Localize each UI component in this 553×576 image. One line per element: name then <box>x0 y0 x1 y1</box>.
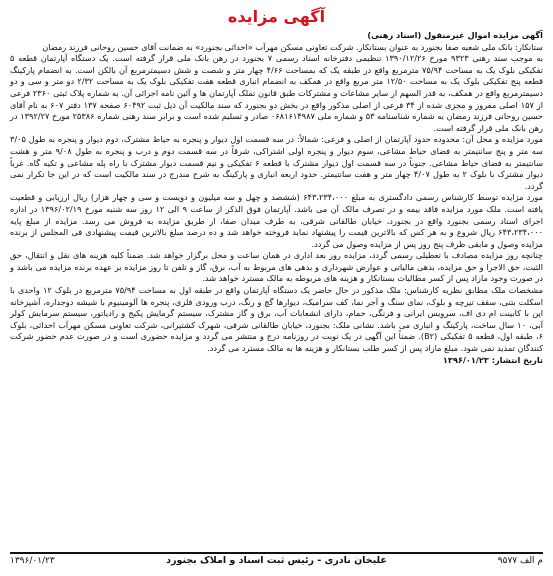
reference-number: م الف ۹۵۷۷ <box>497 556 543 566</box>
paragraph-creditor: ستانکار: بانک ملی شعبه صفا بجنورد به عنوان بستانکار. شرکت تعاونی مسکن مهرآب «احداثی بجنورد» به ضمانت آقای حسین روحانی فرزند رمضان <box>42 41 543 52</box>
paragraph-auction-terms: مورد مزایده توسط کارشناس رسمی دادگستری به مبلغ ۶۴۳،۲۳۴،۰۰۰ (ششصد و چهل و سه میلیون و دویست و سی و چهار هزار) ریال ارزیابی و قطعیت یافته است. ملک مورد مزایده فاقد بیمه و در تصرف مالک آن می باشد. آپارتمان فوق الذکر از ساعت ۹ الی ۱۲ روز سه شنبه مورخ ۱۳۹۶/۰۲/۱۹ در اداره اجرای اسناد رسمی بجنورد واقع در بجنورد، خیابان طالقانی شرقی، به طرف میدان صفا، از طریق مزایده به فروش می رسد. مزایده از مبلغ پایه ۶۴۳،۲۳۴،۰۰۰ ریال شروع و به هر کس که بالاترین قیمت را پیشنهاد نماید فروخته خواهد شد و ده درصد مبلغ بالاترین قیمت پیشنهادی فی المجلس از برنده مزایده وصول و مابقی ظرف پنج روز پس از مزایده وصول می گردد. <box>10 192 543 249</box>
notice-title: آگهی مزایده <box>227 7 326 26</box>
notice-heading: آگهی مزایده اموال غیرمنقول (اسناد رهنی) <box>367 30 543 40</box>
paragraph-conditions: چنانچه روز مزایده مصادف با تعطیلی رسمی گردد، مزایده روز بعد اداری در همان ساعت و محل برگزار خواهد شد. ضمناً کلیه هزینه های نقل و انتقال، حق الثبت، حق الاجرا و حق مزایده، بدهی مالیاتی و عوارض شهرداری و بدهی های مربوط به آب، برق، گاز و تلفن تا روز مزایده بر عهده برنده مزایده می باشد و در صورت وجود مازاد پس از کسر مطالبات بستانکار و هزینه های مربوطه به مالک مسترد خواهد شد. <box>10 250 543 284</box>
footer-date: ۱۳۹۶/۰۱/۲۳ <box>10 556 55 566</box>
paragraph-property: به موجب سند رهنی ۹۳۲۳ مورخ ۱۳۹۰/۱۲/۲۶ تنظیمی دفترخانه اسناد رسمی ۷ بجنورد در رهن بانک ملی قرار گرفته است. یک دستگاه آپارتمان قطعه ۵ تفکیکی بلوک یک به مساحت ۷۵/۹۴ مترمربع واقع در طبقه یک که بمساحت ۴/۶۶ چهار متر و شصت و شش دسیمترمربع آن بالکن است. به انضمام پارکینگ قطعه پنج تفکیکی بلوک یک به مساحت ۱۲/۵۰ متر مربع واقع در همکف به انضمام انباری قطعه هفت تفکیکی بلوک یک به مساحت ۲/۳۲ دو متر و سی و دو دسیمترمربع واقع در همکف، به قدر السهم از سایر مشاعات و مشترکات طبق قانون تملک آپارتمان ها و آئین نامه اجرائی آن. به شماره پلاک ثبتی ۲۳۶۰ فرعی از ۱۵۷ اصلی مفروز و مجزی شده از ۳۴ فرعی از اصلی مذکور واقع در بخش دو بجنورد که سند مالکیت آن ذیل ثبت ۶۰۴۹۲ صفحه ۱۳۷ دفتر ۶۰۷ به نام آقای حسین روحانی فرزند رمضان به شماره شناسنامه ۵۳ و شماره ملی ۰۶۸۱۶۱۴۹۸۷ صادر و تسلیم شده است و برابر سند رهنی شماره ۲۵۳۸۶ مورخ ۱۳۹۲/۲۷ در رهن بانک ملی قرار گرفته است. <box>10 53 544 133</box>
notice-body <box>10 30 543 366</box>
title-area <box>10 6 543 28</box>
publish-date: تاریخ انتشار: ۱۳۹۶/۰۱/۲۳ <box>442 354 543 365</box>
signer-name: علیخان نادری - رئیس ثبت اسناد و املاک بجنورد <box>166 555 387 566</box>
paragraph-specifications: مشخصات ملک مطابق نظریه کارشناس: ملک مذکور در حال حاضر یک دستگاه آپارتمان واقع در طبقه اول به مساحت ۷۵/۹۴ مترمربع در بلوک ۱۲ واحدی با اسکلت بتنی، سقف تیرچه و بلوک، نمای سنگ و آجر نما، کف سرامیک، دیوارها گچ و رنگ، درب ورودی فلزی، پنجره ها آلومینیوم با شیشه دوجداره، آشپزخانه اپن با کابینت ام دی اف، سرویس ایرانی و فرنگی، حمام، دارای انشعابات آب، برق و گاز مشترک، سیستم گرمایش پکیج و رادیاتور، سیستم سرمایش کولر آبی، ۱۰ سال ساخت، پارکینگ و انباری می باشد. نشانی ملک: بجنورد، خیابان طالقانی شرقی، شهرک کشتیرانی، شرکت تعاونی مسکن مهرآب احداثی، بلوک ۶، طبقه اول، قطعه ۵ تفکیکی (B۲). ضمناً این آگهی در یک نوبت در روزنامه درج و منتشر می گردد و مزایده حضوری است و در صورت عدم حضور شرکت کنندگان تمدید نمی شود. مبلغ مازاد پس از کسر طلب بستانکار و هزینه ها به مالک مسترد می گردد. <box>10 285 543 354</box>
notice-footer <box>10 552 543 570</box>
paragraph-boundaries: مورد مزایده و محل آن: محدوده حدود آپارتمان از اصلی و فرعی: شمالاً: در سه قسمت اول دیوار و پنجره به حیاط مشترک، دوم دیوار و پنجره به طول ۳/۰۵ سه متر و پنج سانتیمتر به فضای حیاط مشاعی، سوم دیوار و پنجره اولی اشتراکی، شرقاً در سه قسمت دوم و درب و پنجره به طول ۹/۰۸ متر و هشت سانتیمتر به فضای حیاط مشاعی. جنوباً در سه قسمت اول دیوار مشترک با قطعه ۶ تفکیکی و نیم قسمت دیوار مشترک با راه پله مشاعی و تکیه گاه. غرباً دیوار مشترک با بلوک ۲ به طول ۴/۰۷ چهار متر و هفت سانتیمتر. حدود اربعه انباری و پارکینگ به شرح مندرج در سند مالکیت است که در این جا تکرار نمی گردد. <box>10 134 543 191</box>
